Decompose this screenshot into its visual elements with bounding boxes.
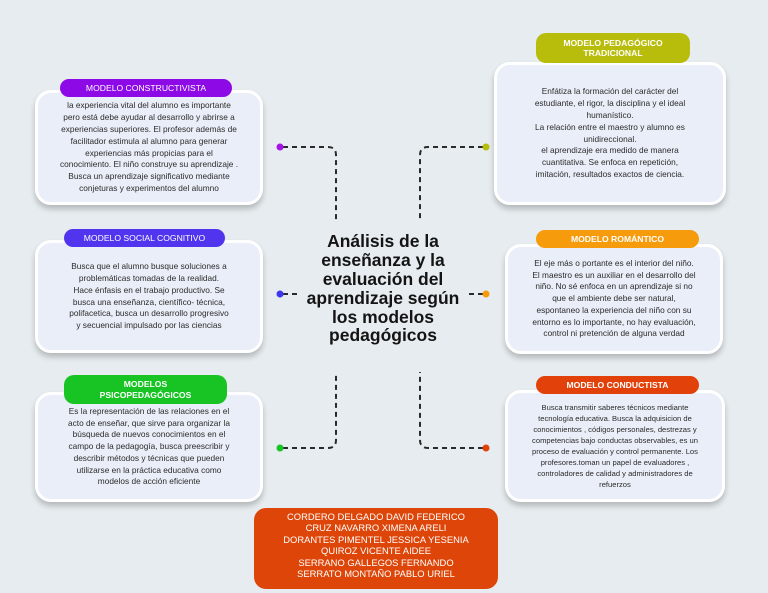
card-constructivista: [35, 90, 263, 205]
node-dot-conductista: [483, 445, 490, 452]
author-name: DORANTES PIMENTEL JESSICA YESENIA: [283, 533, 469, 545]
card-tradicional-text: Enfátiza la formación del carácter del estudiante, el rigor, la disciplina y el ideal humanístico. La relación entre el maestro y alumno es unidireccional. el aprendizaje era medido de manera cuantitativa. Se enfoca en repetición, imitación, resultados exactos de ciencia.: [534, 86, 686, 179]
connector-constructivista: [283, 147, 336, 222]
authors-box: [254, 508, 498, 589]
author-name: CORDERO DELGADO DAVID FEDERICO: [287, 511, 465, 522]
card-constructivista-text: la experiencia vital del alumno es importante pero está debe ayudar al desarrollo y abrirse a experiencias superiores. El profesor además de facilitador estimula al alumno para generar experiencias más propicias para el conocimiento. El niño construye su aprendizaje . Busca un aprendizaje significativo mediante conjeturas y experimentos del alumno: [59, 100, 239, 193]
node-dot-romantico: [483, 291, 490, 298]
node-dot-tradicional: [483, 144, 490, 151]
card-romantico: [505, 244, 723, 354]
label-tradicional: MODELO PEDAGÓGICO TRADICIONAL: [536, 33, 690, 63]
node-dot-social-cognitivo: [277, 291, 284, 298]
connector-conductista: [420, 372, 483, 448]
central-topic-title: Análisis de la enseñanza y la evaluación del aprendizaje según los modelos pedagógicos: [306, 231, 460, 346]
card-psicopedagogicos-text: Es la representación de las relaciones en el acto de enseñar, que sirve para organizar la búsqueda de nuevos conocimientos en el campo de la pedagogía, busca preescribir y describir métodos y técnicas que pueden utilizarse en la práctica educativa como modelos de acción eficiente: [68, 405, 230, 487]
card-tradicional: [494, 62, 726, 205]
card-romantico-text: El eje más o portante es el interior del niño. El maestro es un auxiliar en el desarrollo del niño. No sé enfoca en un aprendizaje si no que el ambiente debe ser natural, espontaneo la experiencia del niño con su entorno es lo importante, no hay evaluación, control ni pretención de alguna verdad: [532, 257, 696, 339]
card-social-cognitivo-text: Busca que el alumno busque soluciones a problemáticas tomadas de la realidad. Hace énfasis en el trabajo productivo. Se busca una enseñanza, científico- técnica, polifacetica, busca un desarrollo progresivo y secuencial impulsado por las ciencias: [69, 261, 229, 331]
node-dot-constructivista: [277, 144, 284, 151]
connector-tradicional: [420, 147, 483, 222]
card-conductista: [505, 390, 725, 502]
node-dot-psicopedagogicos: [277, 445, 284, 452]
author-name: SERRANO GALLEGOS FERNANDO: [298, 556, 454, 568]
card-social-cognitivo: [35, 240, 263, 353]
card-conductista-text: Busca transmitir saberes técnicos mediante tecnología educativa. Busca la adquisicion de conocimientos , códigos personales, destrezas y competencias bajo conductas observables, es un proceso de evaluación y control permanente. Los profesores.toman un papel de evaluadores , controladores de calidad y administradores de refuerzos: [532, 403, 698, 489]
label-conductista: MODELO CONDUCTISTA: [536, 376, 699, 394]
label-social-cognitivo: MODELO SOCIAL COGNITIVO: [64, 229, 225, 247]
author-name: QUIROZ VICENTE AIDEE: [321, 545, 431, 557]
label-romantico: MODELO ROMÁNTICO: [536, 230, 699, 248]
label-psicopedagogicos: MODELOS PSICOPEDAGÓGICOS: [64, 375, 227, 404]
author-name: SERRATO MONTAÑO PABLO URIEL: [297, 568, 455, 580]
connector-psicopedagogicos: [283, 372, 336, 448]
card-psicopedagogicos: [35, 392, 263, 502]
label-constructivista: MODELO CONSTRUCTIVISTA: [60, 79, 232, 97]
author-name: CRUZ NAVARRO XIMENA ARELI: [305, 522, 447, 534]
